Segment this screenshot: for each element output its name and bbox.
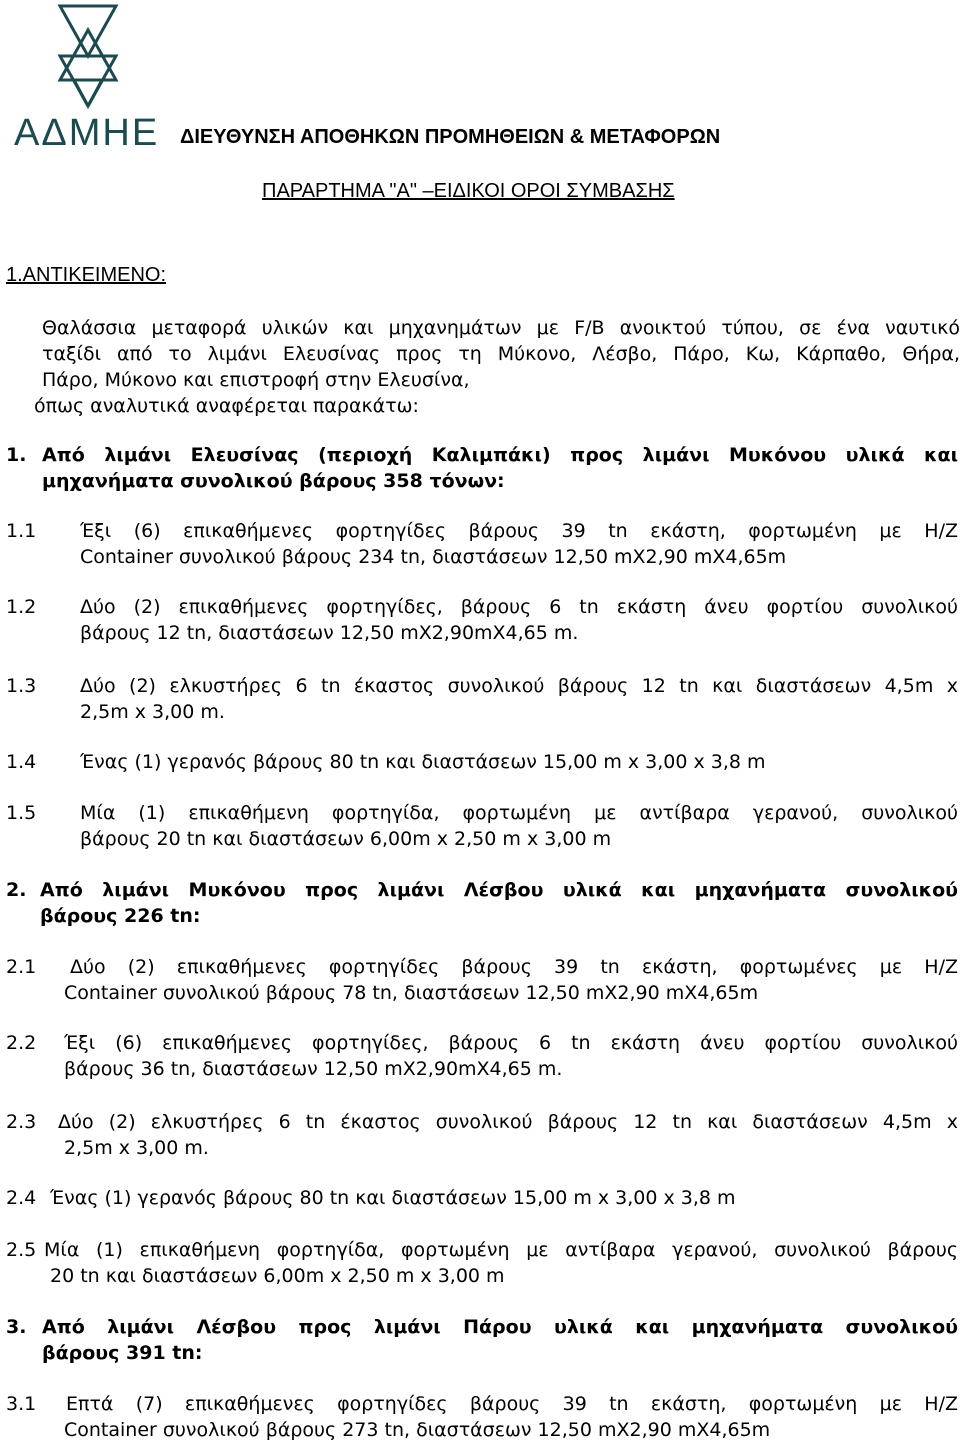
- item-line: 2,5m x 3,00 m.: [80, 701, 225, 723]
- leg-number: 3.: [6, 1316, 27, 1338]
- item-line: Μία (1) επικαθήμενη φορτηγίδα, φορτωμένη με αντίβαρα γερανού, συνολικού βάρους: [44, 1239, 958, 1261]
- item-number: 3.1: [6, 1393, 37, 1415]
- item-number: 2.2: [6, 1032, 37, 1054]
- item-line: Επτά (7) επικαθήμενες φορτηγίδες βάρους 39 tn εκάστη, φορτωμένη με Η/Ζ: [66, 1393, 958, 1415]
- department-title: ΔΙΕΥΘΥΝΣΗ ΑΠΟΘΗΚΩΝ ΠΡΟΜΗΘΕΙΩΝ & ΜΕΤΑΦΟΡΩΝ: [180, 126, 721, 148]
- item-number: 2.4: [6, 1187, 37, 1209]
- item-number: 1.1: [6, 520, 37, 542]
- leg-title: Από λιμάνι Μυκόνου προς λιμάνι Λέσβου υλικά και μηχανήματα συνολικού: [40, 879, 958, 901]
- item-number: 2.1: [6, 956, 37, 978]
- item-line: 20 tn και διαστάσεων 6,00m x 2,50 m x 3,00 m: [50, 1265, 505, 1287]
- section-heading: 1.ΑΝΤΙΚΕΙΜΕΝΟ:: [6, 264, 167, 286]
- intro-line: όπως αναλυτικά αναφέρεται παρακάτω:: [34, 395, 419, 417]
- item-line: Container συνολικού βάρους 234 tn, διαστάσεων 12,50 mX2,90 mX4,65m: [80, 546, 787, 568]
- leg-title: βάρους 391 tn:: [42, 1342, 203, 1364]
- leg-number: 1.: [6, 444, 27, 466]
- leg-number: 2.: [6, 879, 27, 901]
- item-number: 1.3: [6, 675, 37, 697]
- intro-line: ταξίδι από το λιμάνι Ελευσίνας προς τη Μύκονο, Λέσβο, Πάρο, Κω, Κάρπαθο, Θήρα,: [42, 343, 960, 365]
- item-line: Container συνολικού βάρους 273 tn, διαστάσεων 12,50 mX2,90 mX4,65m: [64, 1419, 771, 1441]
- leg-title: βάρους 226 tn:: [40, 905, 201, 927]
- intro-line: Θαλάσσια μεταφορά υλικών και μηχανημάτων με F/B ανοικτού τύπου, σε ένα ναυτικό: [42, 317, 960, 339]
- item-line: Δύο (2) ελκυστήρες 6 tn έκαστος συνολικού βάρους 12 tn και διαστάσεων 4,5m x: [58, 1111, 958, 1133]
- item-line: Δύο (2) επικαθήμενες φορτηγίδες βάρους 39 tn εκάστη, φορτωμένες με Η/Ζ: [70, 956, 958, 978]
- item-number: 1.5: [6, 802, 37, 824]
- logo-text: ΑΔΜΗΕ: [14, 112, 160, 154]
- item-line: Έξι (6) επικαθήμενες φορτηγίδες, βάρους 6 tn εκάστη άνευ φορτίου συνολικού: [64, 1032, 958, 1054]
- item-line: Ένας (1) γερανός βάρους 80 tn και διαστάσεων 15,00 m x 3,00 x 3,8 m: [50, 1187, 736, 1209]
- leg-title: μηχανήματα συνολικού βάρους 358 τόνων:: [42, 470, 505, 492]
- item-line: βάρους 36 tn, διαστάσεων 12,50 mX2,90mX4,65 m.: [64, 1058, 563, 1080]
- item-line: Δύο (2) ελκυστήρες 6 tn έκαστος συνολικού βάρους 12 tn και διαστάσεων 4,5m x: [80, 675, 958, 697]
- leg-title: Από λιμάνι Ελευσίνας (περιοχή Καλιμπάκι) προς λιμάνι Μυκόνου υλικά και: [42, 444, 958, 466]
- item-line: Μία (1) επικαθήμενη φορτηγίδα, φορτωμένη με αντίβαρα γερανού, συνολικού: [80, 802, 958, 824]
- item-line: Έξι (6) επικαθήμενες φορτηγίδες βάρους 39 tn εκάστη, φορτωμένη με Η/Ζ: [80, 520, 958, 542]
- item-line: Ένας (1) γερανός βάρους 80 tn και διαστάσεων 15,00 m x 3,00 x 3,8 m: [80, 751, 766, 773]
- leg-title: Από λιμάνι Λέσβου προς λιμάνι Πάρου υλικά και μηχανήματα συνολικού: [42, 1316, 958, 1338]
- item-number: 1.2: [6, 596, 37, 618]
- item-line: βάρους 20 tn και διαστάσεων 6,00m x 2,50 m x 3,00 m: [80, 828, 612, 850]
- item-number: 2.5: [6, 1239, 37, 1261]
- annex-title: ΠΑΡΑΡΤΗΜΑ "Α" –ΕΙΔΙΚΟΙ ΟΡΟΙ ΣΥΜΒΑΣΗΣ: [262, 180, 675, 202]
- intro-line: Πάρο, Μύκονο και επιστροφή στην Ελευσίνα,: [42, 369, 470, 391]
- item-line: Container συνολικού βάρους 78 tn, διαστάσεων 12,50 mX2,90 mX4,65m: [64, 982, 759, 1004]
- item-number: 1.4: [6, 751, 37, 773]
- item-number: 2.3: [6, 1111, 37, 1133]
- item-line: 2,5m x 3,00 m.: [64, 1137, 209, 1159]
- item-line: βάρους 12 tn, διαστάσεων 12,50 mX2,90mX4,65 m.: [80, 622, 579, 644]
- item-line: Δύο (2) επικαθήμενες φορτηγίδες, βάρους 6 tn εκάστη άνευ φορτίου συνολικού: [80, 596, 958, 618]
